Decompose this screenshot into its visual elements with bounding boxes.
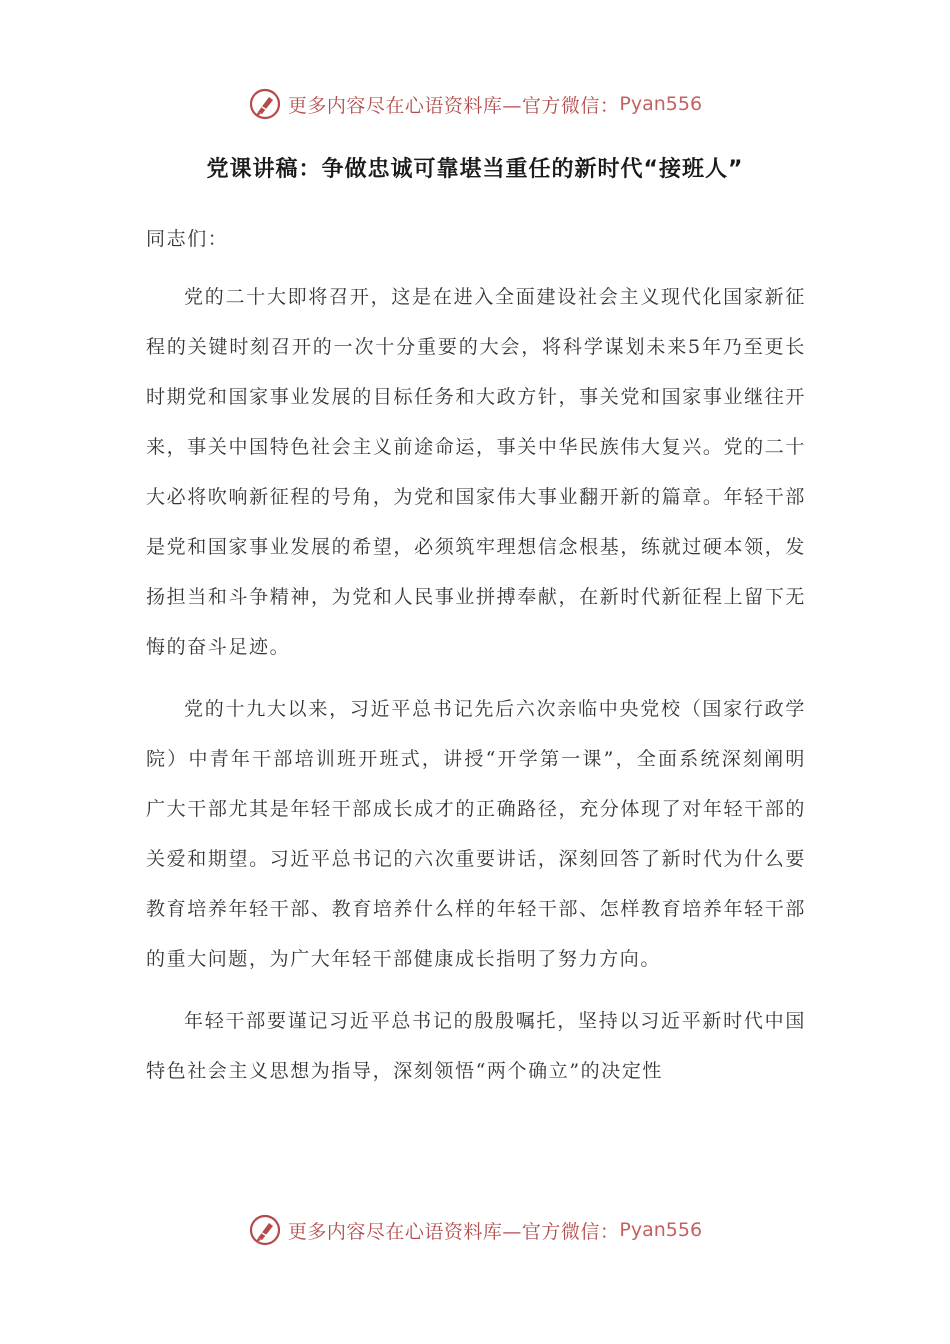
footer-banner-wechat-id: Pyan556 [619, 1219, 703, 1241]
banner-text: 更多内容尽在心语资料库—官方微信： [287, 94, 620, 117]
greeting: 同志们： [146, 228, 229, 250]
header-banner [0, 84, 950, 124]
banner-wechat-id: Pyan556 [619, 93, 703, 115]
document-body [146, 214, 806, 1108]
footer-banner-text: 更多内容尽在心语资料库—官方微信： [287, 1220, 620, 1243]
paragraph-2: 党的十九大以来，习近平总书记先后六次亲临中央党校（国家行政学院）中青年干部培训班开班式，讲授“开学第一课”，全面系统深刻阐明广大干部尤其是年轻干部成长成才的正确路径，充分体现了对年轻干部的关爱和期望。习近平总书记的六次重要讲话，深刻回答了新时代为什么要教育培养年轻干部、教育培养什么样的年轻干部、怎样教育培养年轻干部的重大问题，为广大年轻干部健康成长指明了努力方向。 [146, 698, 806, 970]
footer-banner [0, 1210, 950, 1250]
document-title: 党课讲稿：争做忠诚可靠堪当重任的新时代“接班人” [206, 157, 744, 182]
pen-nib-logo-icon [248, 1213, 282, 1247]
paragraph-1: 党的二十大即将召开，这是在进入全面建设社会主义现代化国家新征程的关键时刻召开的一次十分重要的大会，将科学谋划未来5年乃至更长时期党和国家事业发展的目标任务和大政方针，事关党和国家事业继往开来，事关中国特色社会主义前途命运，事关中华民族伟大复兴。党的二十大必将吹响新征程的号角，为党和国家伟大事业翻开新的篇章。年轻干部是党和国家事业发展的希望，必须筑牢理想信念根基，练就过硬本领，发扬担当和斗争精神，为党和人民事业拼搏奉献，在新时代新征程上留下无悔的奋斗足迹。 [146, 286, 806, 658]
paragraph-3: 年轻干部要谨记习近平总书记的殷殷嘱托，坚持以习近平新时代中国特色社会主义思想为指导，深刻领悟“两个确立”的决定性 [146, 1010, 806, 1082]
pen-nib-logo-icon [248, 87, 282, 121]
